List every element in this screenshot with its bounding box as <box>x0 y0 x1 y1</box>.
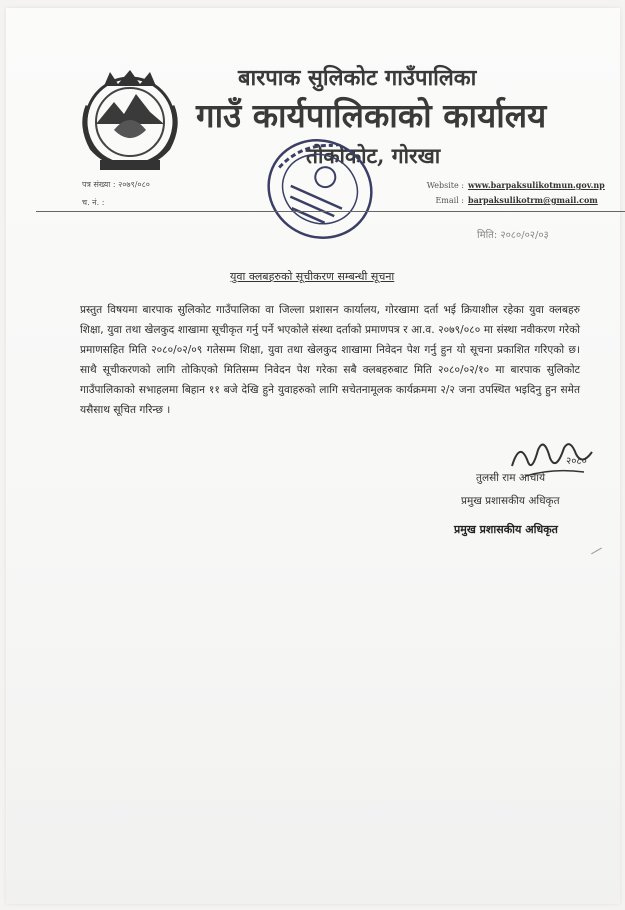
municipality-name: बारपाक सुलिकोट गाउँपालिका <box>238 65 477 91</box>
reference-block <box>82 176 150 212</box>
notice-subject: युवा क्लबहरुको सूचीकरण सम्बन्धी सूचना <box>230 270 395 283</box>
svg-text:२०८०: २०८० <box>566 456 587 467</box>
signatory-name: तुलसी राम आचार्य <box>476 472 546 484</box>
pen-mark <box>591 547 605 559</box>
letter-date: मिति: २०८०/०२/०३ <box>477 230 549 241</box>
reference-number: पत्र संख्या : २०७९/०८० <box>82 180 150 189</box>
dispatch-number: च. नं. : <box>82 198 105 207</box>
designation-stamp: प्रमुख प्रशासकीय अधिकृत <box>454 523 558 536</box>
header-divider <box>36 211 625 212</box>
nepal-emblem-logo <box>74 66 186 174</box>
signatory-title: प्रमुख प्रशासकीय अधिकृत <box>461 495 560 507</box>
office-name: गाउँ कार्यपालिकाको कार्यालय <box>196 96 547 135</box>
website-link[interactable]: www.barpaksulikotmun.gov.np <box>468 180 605 190</box>
contact-block <box>402 178 605 208</box>
notice-body: प्रस्तुत विषयमा बारपाक सुलिकोट गाउँपालिका वा जिल्ला प्रशासन कार्यालय, गोरखामा दर्ता भई क्रियाशील रहेका युवा क्लबहरु शिक्षा, युवा तथा खेलकुद शाखामा सूचीकृत गर्नु पर्ने भएकोले संस्था दर्ताको प्रमाणपत्र र आ.व. २०७९/०८० मा संस्था नवीकरण गरेको प्रमाणसहित मिति २०८०/०२/०९ गतेसम्म शिक्षा, युवा तथा खेलकुद शाखामा निवेदन पेश गर्नु हुन यो सूचना प्रकाशित गरिएको छ। साथै सूचीकरणको लागि तोकिएको मितिसम्म निवेदन पेश गरेका सबै क्लबहरुबाट मिति २०८०/०२/१० मा बारपाक सुलिकोट गाउँपालिकाको सभाहलमा बिहान ११ बजे देखि हुने युवाहरुको लागि सचेतनामूलक कार्यक्रममा २/२ जना उपस्थित भइदिनु हुन समेत यसैसाथ सूचित गरिन्छ । <box>80 304 580 416</box>
website-label: Website : <box>426 181 464 190</box>
office-location: तोकोकोट, गोरखा <box>306 143 441 168</box>
email-label: Email : <box>435 196 464 205</box>
office-stamp <box>247 118 392 260</box>
email-link[interactable]: barpaksulikotrm@gmail.com <box>468 195 598 205</box>
letter-sheet <box>6 8 620 904</box>
